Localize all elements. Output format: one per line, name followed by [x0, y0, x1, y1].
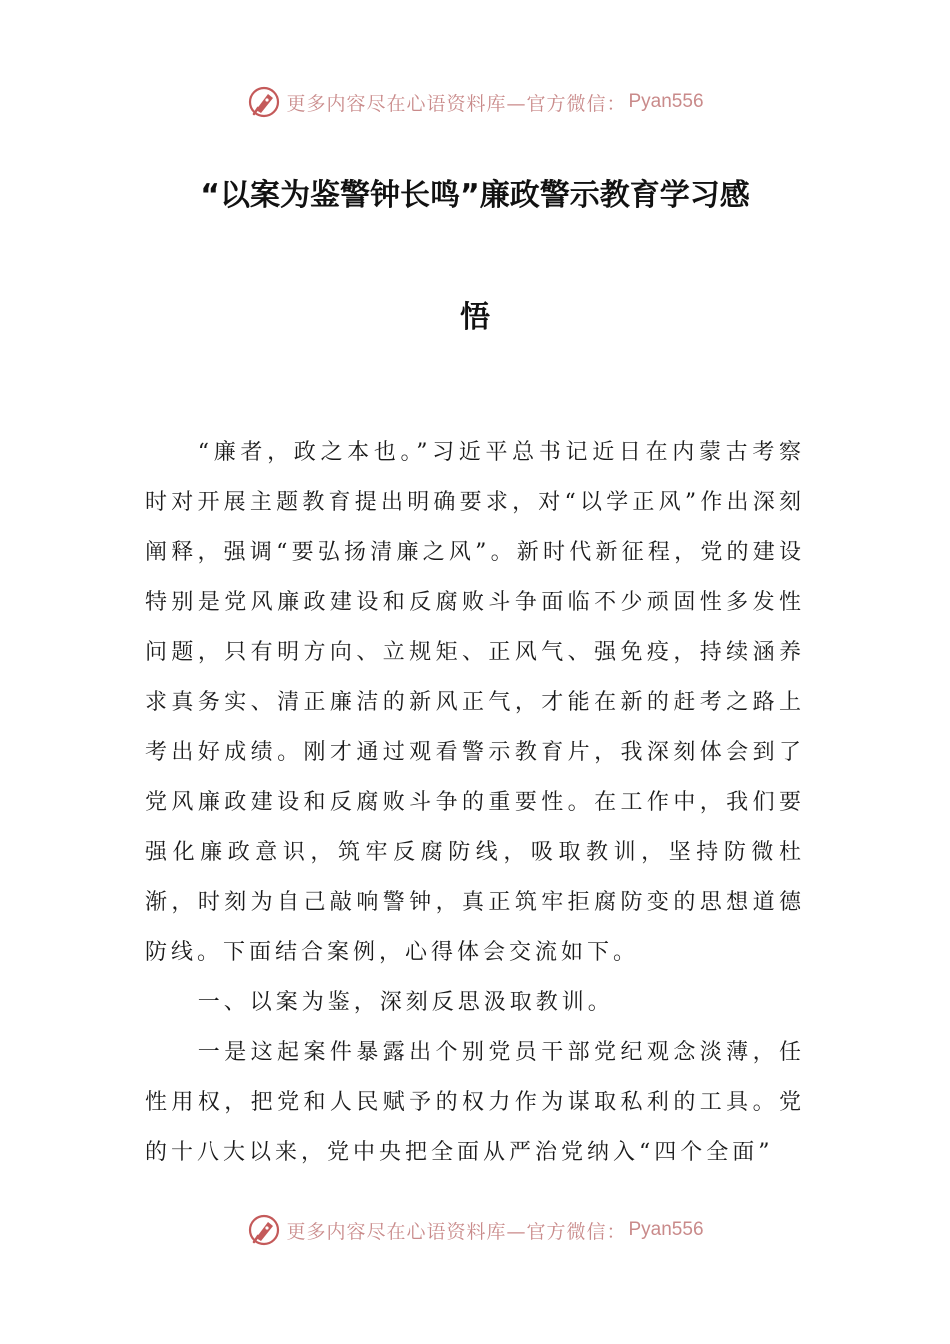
watermark-text: 更多内容尽在心语资料库—官方微信：	[286, 92, 627, 115]
footer-watermark	[0, 1208, 950, 1252]
paragraph-point-1: 一是这起案件暴露出个别党员干部党纪观念淡薄，任性用权，把党和人民赋予的权力作为谋取私利的工具。党的十八大以来，党中央把全面从严治党纳入“四个全面”	[145, 1040, 805, 1165]
document-body	[145, 428, 805, 1178]
section-heading-1: 一、以案为鉴，深刻反思汲取教训。	[197, 990, 614, 1015]
watermark-wechat-id: Pyan556	[628, 91, 704, 112]
paragraph-intro: “廉者，政之本也。”习近平总书记近日在内蒙古考察时对开展主题教育提出明确要求，对“以学正风”作出深刻阐释，强调“要弘扬清廉之风”。新时代新征程，党的建设特别是党风廉政建设和反腐败斗争面临不少顽固性多发性问题，只有明方向、立规矩、正风气、强免疫，持续涵养求真务实、清正廉洁的新风正气，才能在新的赶考之路上考出好成绩。刚才通过观看警示教育片，我深刻体会到了党风廉政建设和反腐败斗争的重要性。在工作中，我们要强化廉政意识，筑牢反腐防线，吸取教训，坚持防微杜渐，时刻为自己敲响警钟，真正筑牢拒腐防变的思想道德防线。下面结合案例，心得体会交流如下。	[145, 440, 805, 965]
document-title-line-1: “以案为鉴警钟长鸣”廉政警示教育学习感	[200, 178, 750, 213]
document-title-line-2: 悟	[460, 300, 490, 335]
pen-nib-logo-icon	[246, 84, 282, 120]
pen-nib-logo-icon	[246, 1212, 282, 1248]
header-watermark	[0, 80, 950, 124]
watermark-wechat-id: Pyan556	[628, 1219, 704, 1240]
watermark-text: 更多内容尽在心语资料库—官方微信：	[286, 1220, 627, 1243]
